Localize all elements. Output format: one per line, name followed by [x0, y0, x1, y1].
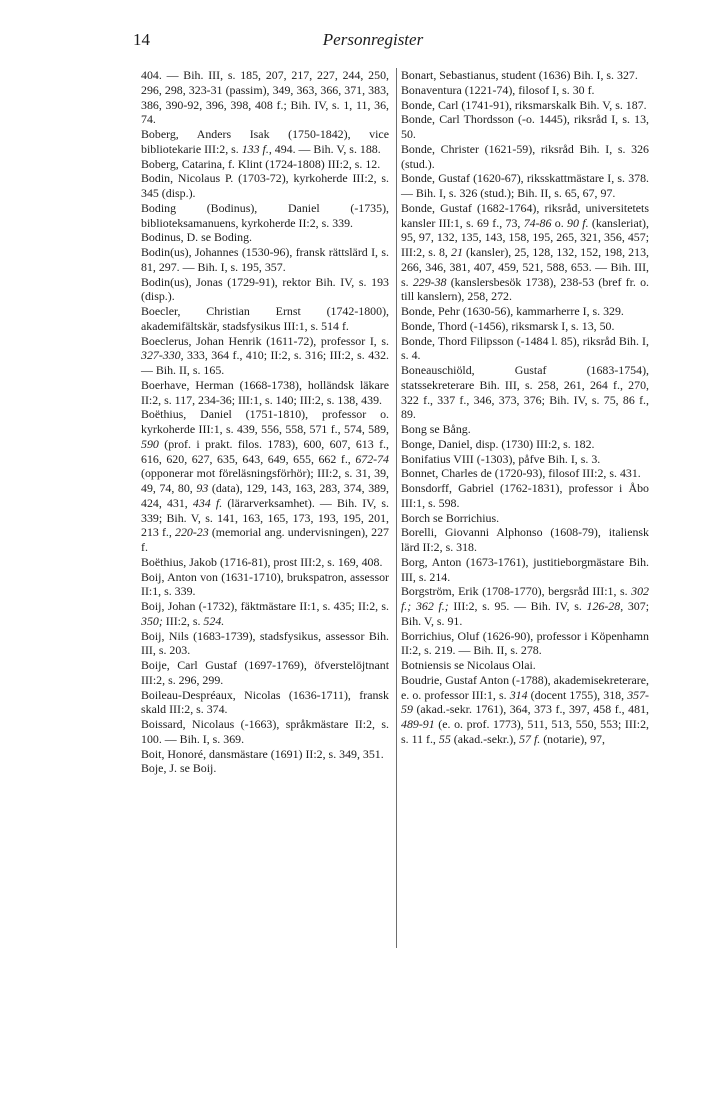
entry-text: Boij, Anton von (1631-1710), brukspatron, assessor II:1, s. 339.	[141, 569, 392, 599]
entry-text: Bonde, Thord (-1456), riksmarsk I, s. 13, 50.	[401, 318, 615, 333]
index-entry	[141, 274, 392, 305]
index-entry	[141, 377, 392, 408]
index-entry	[401, 584, 652, 628]
index-entry	[401, 672, 652, 747]
entry-text: Bonnet, Charles de (1720-93), filosof III:2, s. 431.	[401, 466, 641, 481]
index-entry	[401, 141, 652, 172]
index-entry	[401, 658, 649, 673]
entry-text: Boecler, Christian Ernst (1742-1800), akademifältskär, stadsfysikus III:1, s. 514 f.	[141, 304, 392, 333]
entry-text: Bodin, Nicolaus P. (1703-72), kyrkoherde III:2, s. 345 (disp.).	[141, 171, 392, 200]
entry-italic-text: 362 f.;	[415, 599, 449, 613]
entry-text: Bonde, Gustaf (1682-1764), riksråd, universitetets kansler III:1, s. 69 f., 73,	[401, 200, 652, 230]
entry-text: (docent 1755), 318,	[527, 687, 628, 702]
entry-text: Bonde, Carl Thordsson (-o. 1445), riksråd I, s. 13, 50.	[401, 112, 652, 141]
index-entry	[401, 437, 649, 452]
index-entry	[401, 422, 649, 437]
index-entry	[141, 171, 392, 201]
entry-text: (kanslersbesök 1738), 238-53 (bref fr. o. till kanslern), 258, 272.	[401, 274, 652, 304]
running-head: Personregister	[322, 30, 424, 49]
index-entry	[141, 407, 392, 555]
index-entry	[401, 112, 652, 142]
entry-italic-text: 74-86	[523, 215, 552, 230]
index-entry	[141, 230, 389, 245]
entry-text: Bonde, Gustaf (1620-67), riksskattmästare I, s. 378. — Bih. I, s. 326 (stud.); Bih. II, s. 65, 67, 97.	[401, 171, 652, 200]
index-entry	[141, 304, 392, 334]
index-entry	[401, 98, 649, 113]
entry-italic-text: 314	[509, 687, 528, 702]
entry-text: Bodin(us), Jonas (1729-91), rektor Bih. IV, s. 193 (disp.).	[141, 274, 392, 304]
entry-text: Borgström, Erik (1708-1770), bergsråd III:1, s.	[401, 584, 632, 599]
index-column-left	[141, 68, 392, 776]
entry-italic-text: 357-59	[401, 687, 649, 717]
entry-text: (opponerar mot föreläsningsförhör); III:2, s. 31, 39, 49, 74, 80,	[141, 451, 392, 495]
index-entry	[401, 83, 649, 98]
entry-text: Boileau-Despréaux, Nicolas (1636-1711), fransk skald III:2, s. 374.	[141, 687, 392, 717]
entry-text: (lärarverksamhet). — Bih. IV, s. 339; Bih. V, s. 141, 163, 165, 173, 193, 195, 201, 213 f.,	[141, 495, 392, 540]
index-entry	[401, 68, 649, 83]
entry-text: Boeclerus, Johan Henrik (1611-72), professor I, s.	[141, 333, 392, 348]
entry-italic-text: 55	[438, 731, 451, 746]
entry-text: Boissard, Nicolaus (-1663), språkmästare II:2, s. 100. — Bih. I, s. 369.	[141, 717, 392, 746]
index-entry	[141, 599, 392, 629]
entry-text: Bonge, Daniel, disp. (1730) III:2, s. 182.	[401, 436, 595, 451]
entry-text: Bonde, Christer (1621-59), riksråd Bih. I, s. 326 (stud.).	[401, 141, 652, 171]
index-entry	[401, 304, 649, 319]
entry-italic-text: 327-330	[141, 348, 181, 363]
index-entry	[401, 333, 652, 364]
entry-text: Boije, Carl Gustaf (1697-1769), öfverstelöjtnant III:2, s. 296, 299.	[141, 658, 392, 687]
entry-italic-text: 229-38	[412, 274, 447, 289]
entry-text: Bonde, Carl (1741-91), riksmarskalk Bih. V, s. 187.	[401, 97, 647, 112]
entry-italic-text: 126-28	[586, 599, 621, 613]
entry-text: Bonde, Pehr (1630-56), kammarherre I, s. 329.	[401, 304, 624, 318]
entry-italic-text: 524.	[203, 613, 225, 628]
page-header	[133, 30, 613, 54]
index-entry	[401, 363, 652, 422]
index-entry	[141, 245, 392, 275]
entry-text: , 307; Bih. V, s. 91.	[401, 599, 652, 628]
entry-text: 404. — Bih. III, s. 185, 207, 217, 227, 244, 250, 296, 298, 323-31 (passim), 349, 363, 366, 371, 383, 386, 390-92, 396, 398, 408 f.; Bih. IV, s. 1, 11, 36, 74.	[141, 68, 392, 127]
entry-text: Bonaventura (1221-74), filosof I, s. 30 f.	[401, 82, 595, 97]
entry-text: Bonsdorff, Gabriel (1762-1831), professor i Åbo III:1, s. 598.	[401, 481, 652, 510]
entry-italic-text: 21	[451, 245, 463, 259]
index-entry	[141, 628, 392, 659]
entry-text: Botniensis se Nicolaus Olai.	[401, 658, 536, 672]
entry-text: Boëthius, Jakob (1716-81), prost III:2, s. 169, 408.	[141, 554, 383, 569]
index-entry	[401, 628, 652, 659]
page-number: 14	[133, 30, 150, 49]
entry-text: III:2, s.	[162, 613, 204, 628]
entry-text: (notarie), 97,	[540, 731, 605, 746]
entry-text: (akad.-sekr.),	[450, 731, 520, 746]
index-entry	[401, 481, 652, 511]
entry-text: Boneauschiöld, Gustaf (1683-1754), statssekreterare Bih. III, s. 258, 261, 264 f., 270, 322 f., 337 f., 346, 373, 376; Bih. IV, s. 75, 86 f., 89.	[401, 363, 652, 422]
index-entry	[401, 452, 649, 467]
entry-italic-text: 350;	[141, 613, 163, 628]
entry-text: Bonart, Sebastianus, student (1636) Bih. I, s. 327.	[401, 68, 638, 82]
entry-italic-text: 434 f.	[192, 495, 223, 510]
entry-italic-text: 220-23	[175, 525, 209, 540]
entry-text: Boberg, Catarina, f. Klint (1724-1808) III:2, s. 12.	[141, 156, 381, 171]
entry-text: Borelli, Giovanni Alphonso (1608-79), italiensk lärd II:2, s. 318.	[401, 525, 652, 554]
index-entry	[141, 555, 389, 570]
entry-text: , 494. — Bih. V, s. 188.	[268, 141, 381, 156]
entry-text: (kansler), 25, 128, 132, 152, 198, 213, 266, 346, 381, 407, 459, 521, 588, 653. — Bih. III, s.	[401, 245, 652, 289]
entry-text: (kansleriat), 95, 97, 132, 135, 143, 158, 195, 265, 321, 356, 457; III:2, s. 8,	[401, 215, 652, 259]
entry-text: Boje, J. se Boij.	[141, 761, 217, 776]
index-column-right	[401, 68, 652, 747]
index-entry	[141, 717, 392, 747]
entry-text: Boudrie, Gustaf Anton (-1788), akademisekreterare, e. o. professor III:1, s.	[401, 672, 652, 702]
entry-text: Boij, Nils (1683-1739), stadsfysikus, assessor Bih. III, s. 203.	[141, 628, 392, 658]
entry-italic-text: 672-74	[355, 451, 389, 466]
index-entry	[141, 68, 392, 127]
entry-text: III:2, s. 95. — Bih. IV, s.	[448, 599, 587, 613]
entry-italic-text: 302 f.;	[401, 584, 652, 613]
entry-text: Boit, Honoré, dansmästare (1691) II:2, s. 349, 351.	[141, 746, 384, 761]
entry-text: (prof. i prakt. filos. 1783), 600, 607, 613 f., 616, 620, 627, 635, 643, 649, 655, 662 f.,	[141, 436, 392, 466]
index-entry	[141, 569, 392, 600]
entry-italic-text: 590	[141, 436, 159, 451]
entry-text: Boerhave, Herman (1668-1738), holländsk läkare II:2, s. 117, 234-36; III:1, s. 140; III:2, s. 138, 439.	[141, 377, 392, 407]
entry-text: Bonifatius VIII (-1303), påfve Bih. I, s. 3.	[401, 451, 601, 466]
index-entry	[401, 319, 649, 334]
entry-text: Borrichius, Oluf (1626-90), professor i Köpenhamn II:2, s. 219. — Bih. II, s. 278.	[401, 628, 652, 658]
entry-text: Bodinus, D. se Boding.	[141, 230, 252, 245]
entry-text: Bonde, Thord Filipsson (-1484 l. 85), riksråd Bih. I, s. 4.	[401, 333, 652, 363]
index-entry	[141, 333, 392, 378]
entry-text: (e. o. prof. 1773), 511, 513, 550, 553; III:2, s. 11 f.,	[401, 717, 652, 746]
column-divider	[396, 68, 397, 948]
index-entry	[141, 127, 392, 157]
entry-italic-text: 90 f.	[567, 215, 589, 230]
entry-text: Borch se Borrichius.	[401, 510, 500, 525]
entry-text: (data), 129, 143, 163, 283, 374, 389, 424, 431,	[141, 481, 392, 510]
entry-text: , 333, 364 f., 410; II:2, s. 316; III:2, s. 432. — Bih. II, s. 165.	[141, 348, 392, 377]
entry-text: Boij, Johan (-1732), fäktmästare II:1, s. 435; II:2, s.	[141, 599, 392, 613]
index-entry	[141, 687, 392, 718]
index-entry	[141, 747, 389, 762]
index-entry	[401, 466, 649, 481]
entry-italic-text: 489-91	[401, 717, 435, 731]
index-entry	[141, 157, 389, 172]
entry-text: Bong se Bång.	[401, 422, 471, 436]
index-entry	[401, 525, 652, 555]
index-entry	[141, 200, 392, 231]
entry-text: Boding (Bodinus), Daniel (-1735), biblioteksamanuens, kyrkoherde II:2, s. 339.	[141, 200, 392, 230]
index-entry	[141, 658, 392, 688]
entry-italic-text: 133 f.	[241, 141, 269, 156]
entry-text: o.	[551, 215, 568, 230]
entry-text: (memorial ang. undervisningen), 227 f.	[141, 525, 392, 554]
entry-text: Borg, Anton (1673-1761), justitieborgmästare Bih. III, s. 214.	[401, 554, 652, 584]
entry-text: Boberg, Anders Isak (1750-1842), vice bibliotekarie III:2, s.	[141, 127, 392, 156]
index-entry	[401, 171, 652, 201]
index-entry	[141, 761, 389, 776]
entry-italic-text: 93	[196, 481, 209, 495]
entry-text: Boëthius, Daniel (1751-1810), professor o. kyrkoherde III:1, s. 439, 556, 558, 571 f., 574, 589,	[141, 407, 392, 436]
index-entry	[401, 200, 652, 304]
index-entry	[401, 511, 649, 526]
entry-text: Bodin(us), Johannes (1530-96), fransk rättslärd I, s. 81, 297. — Bih. I, s. 195, 357.	[141, 245, 392, 274]
entry-italic-text: 57 f.	[519, 731, 541, 746]
entry-text: (akad.-sekr. 1761), 364, 373 f., 397, 458 f., 481,	[412, 702, 652, 717]
index-entry	[401, 554, 652, 585]
